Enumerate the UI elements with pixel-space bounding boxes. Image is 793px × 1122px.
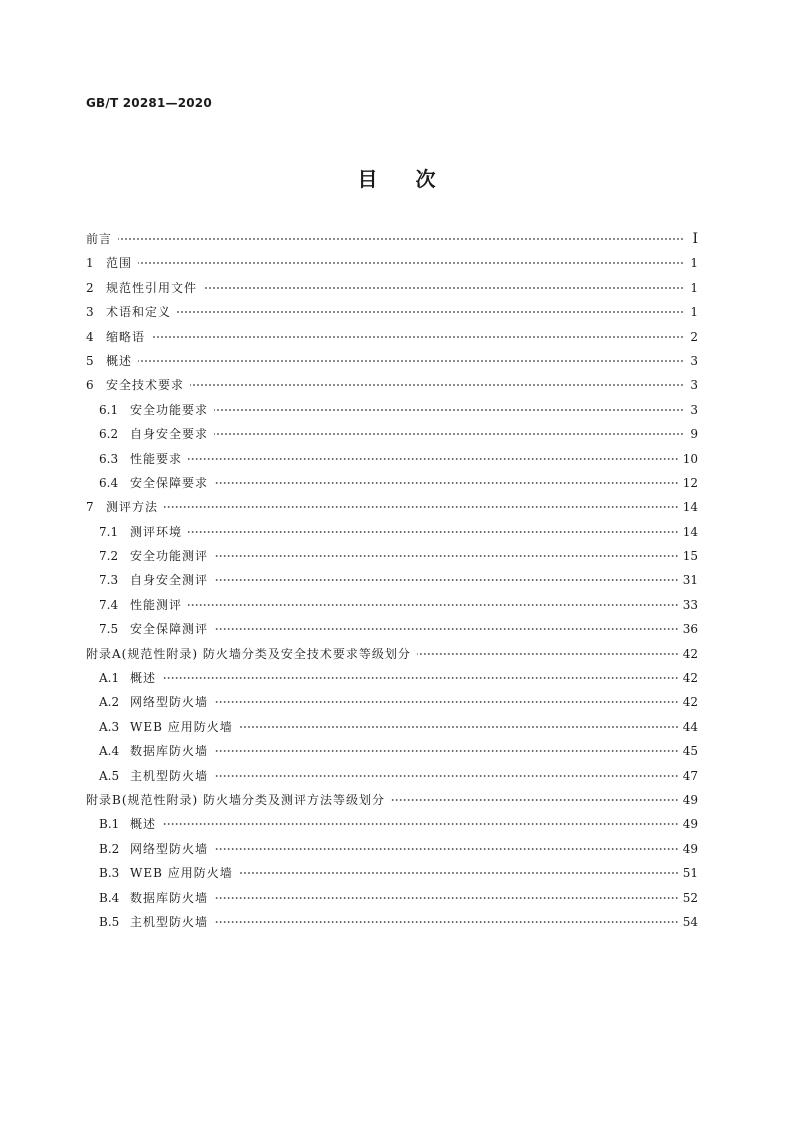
toc-entry[interactable] [86,422,698,446]
toc-entry-page: 14 [682,500,698,515]
toc-entry-title: 概述 [130,817,157,832]
toc-dot-leader [138,360,684,362]
toc-entry-number: A.1 [99,671,120,686]
toc-entry[interactable] [86,495,698,519]
toc-entry-number: B.3 [99,866,120,881]
toc-entry-title: 安全保障要求 [130,475,209,490]
toc-entry-title: 前言 [86,232,113,246]
toc-dot-leader [118,238,684,240]
toc-entry-number: 6.4 [99,475,119,490]
toc-dot-leader [162,823,679,825]
table-of-contents [86,227,698,934]
toc-dot-leader [214,775,679,777]
toc-entry-title: 性能要求 [130,451,183,466]
toc-dot-leader [239,872,679,874]
toc-entry-page: 42 [682,695,698,710]
toc-entry-number: 6 [86,378,94,393]
toc-entry-number: 5 [86,353,94,368]
page-title: 目次 [357,167,474,191]
toc-dot-leader [190,384,684,386]
toc-dot-leader [214,555,679,557]
toc-entry-number: 6.3 [99,451,119,466]
toc-entry-number: 7.1 [99,524,119,539]
toc-entry-title: 自身安全测评 [130,573,209,588]
toc-entry-title: 性能测评 [130,597,183,612]
toc-entry-page: Ⅰ [692,231,698,247]
toc-entry[interactable] [86,812,698,836]
toc-entry-title: 范围 [106,256,133,271]
toc-entry-page: 42 [682,646,698,661]
toc-entry-page: 1 [690,305,698,320]
toc-entry-page: 1 [690,256,698,271]
toc-entry-number: 6.2 [99,427,119,442]
toc-entry[interactable] [86,837,698,861]
toc-entry-page: 49 [682,817,698,832]
toc-entry-title: 安全功能测评 [130,549,209,564]
toc-entry-number: 2 [86,280,94,295]
toc-entry-number: 6.1 [99,402,119,417]
toc-entry[interactable] [86,520,698,544]
toc-entry-title: 附录A(规范性附录) 防火墙分类及安全技术要求等级划分 [86,646,411,661]
toc-dot-leader [177,311,684,313]
toc-entry-number: A.3 [99,719,120,734]
toc-entry[interactable] [86,325,698,349]
toc-entry-page: 52 [682,890,698,905]
toc-entry-page: 44 [682,719,698,734]
toc-entry-title: 安全保障测评 [130,622,209,637]
toc-entry-title: 缩略语 [106,329,146,344]
toc-dot-leader [214,750,679,752]
toc-entry[interactable] [86,471,698,495]
toc-entry-page: 42 [682,671,698,686]
toc-entry-number: A.4 [99,744,120,759]
toc-entry-title: 网络型防火墙 [130,841,209,856]
toc-entry-title: 附录B(规范性附录) 防火墙分类及测评方法等级划分 [86,792,385,807]
toc-entry-title: 安全功能要求 [130,402,209,417]
toc-entry-number: B.4 [99,890,120,905]
toc-entry-title: 网络型防火墙 [130,695,209,710]
toc-dot-leader [214,701,679,703]
toc-dot-leader [188,604,679,606]
toc-entry-page: 15 [682,549,698,564]
toc-entry-number: 7.5 [99,622,119,637]
toc-entry-page: 49 [682,792,698,807]
toc-entry-number: 7.4 [99,597,119,612]
toc-entry-page: 3 [690,353,698,368]
toc-entry-page: 36 [682,622,698,637]
toc-entry-page: 12 [682,475,698,490]
toc-dot-leader [214,848,679,850]
toc-entry-title: 安全技术要求 [106,378,185,393]
toc-entry-page: 54 [682,914,698,929]
toc-entry-title: WEB 应用防火墙 [130,719,233,734]
toc-dot-leader [417,653,679,655]
toc-entry-title: WEB 应用防火墙 [130,866,233,881]
toc-entry-title: 概述 [106,353,133,368]
toc-dot-leader [391,799,679,801]
toc-entry[interactable] [86,886,698,910]
toc-entry[interactable] [86,300,698,324]
toc-entry-page: 51 [682,866,698,881]
toc-dot-leader [214,897,679,899]
toc-entry-title: 术语和定义 [106,305,172,320]
toc-entry[interactable] [86,910,698,934]
toc-entry-number: A.2 [99,695,120,710]
toc-entry-number: 7 [86,500,94,515]
toc-entry-number: 7.2 [99,549,119,564]
toc-entry-number: 4 [86,329,94,344]
toc-entry[interactable] [86,398,698,422]
toc-dot-leader [214,628,679,630]
toc-entry-page: 14 [682,524,698,539]
toc-entry-number: A.5 [99,768,120,783]
toc-entry[interactable] [86,373,698,397]
toc-entry-page: 49 [682,841,698,856]
toc-entry-page: 33 [682,597,698,612]
toc-entry[interactable] [86,690,698,714]
toc-entry-number: 7.3 [99,573,119,588]
toc-entry-page: 47 [682,768,698,783]
toc-entry[interactable] [86,764,698,788]
toc-entry-title: 测评环境 [130,524,183,539]
toc-entry-number: B.2 [99,841,120,856]
toc-entry[interactable] [86,739,698,763]
toc-dot-leader [214,482,679,484]
toc-entry-title: 测评方法 [106,500,159,515]
toc-dot-leader [188,458,679,460]
toc-entry[interactable] [86,349,698,373]
toc-entry-page: 31 [682,573,698,588]
toc-entry-page: 10 [682,451,698,466]
toc-entry-page: 9 [690,427,698,442]
toc-entry[interactable] [86,447,698,471]
toc-entry[interactable] [86,861,698,885]
toc-dot-leader [214,433,684,435]
toc-entry-number: 1 [86,256,94,271]
toc-entry-title: 数据库防火墙 [130,744,209,759]
document-code: GB/T 20281—2020 [86,96,212,110]
toc-dot-leader [188,531,679,533]
toc-dot-leader [151,336,684,338]
toc-dot-leader [138,262,684,264]
toc-dot-leader [214,579,679,581]
toc-entry-page: 3 [690,378,698,393]
toc-entry-title: 主机型防火墙 [130,768,209,783]
toc-entry-number: B.5 [99,914,120,929]
toc-dot-leader [203,287,684,289]
toc-entry[interactable] [86,251,698,275]
toc-entry-title: 主机型防火墙 [130,914,209,929]
toc-entry[interactable] [86,544,698,568]
toc-entry[interactable] [86,568,698,592]
toc-dot-leader [214,409,684,411]
toc-entry-page: 3 [690,402,698,417]
toc-entry[interactable] [86,642,698,666]
toc-entry[interactable] [86,593,698,617]
toc-entry-number: 3 [86,305,94,320]
toc-dot-leader [164,506,679,508]
toc-entry-page: 45 [682,744,698,759]
toc-entry-page: 1 [690,280,698,295]
toc-entry-title: 规范性引用文件 [106,280,198,295]
toc-dot-leader [214,921,679,923]
toc-dot-leader [239,726,679,728]
toc-entry-title: 数据库防火墙 [130,890,209,905]
toc-entry[interactable] [86,715,698,739]
toc-dot-leader [162,677,679,679]
toc-entry[interactable] [86,666,698,690]
toc-entry-number: B.1 [99,817,120,832]
toc-entry[interactable] [86,227,698,251]
toc-entry-title: 自身安全要求 [130,427,209,442]
toc-entry[interactable] [86,788,698,812]
toc-entry[interactable] [86,617,698,641]
toc-entry-page: 2 [690,329,698,344]
toc-entry[interactable] [86,276,698,300]
toc-entry-title: 概述 [130,671,157,686]
